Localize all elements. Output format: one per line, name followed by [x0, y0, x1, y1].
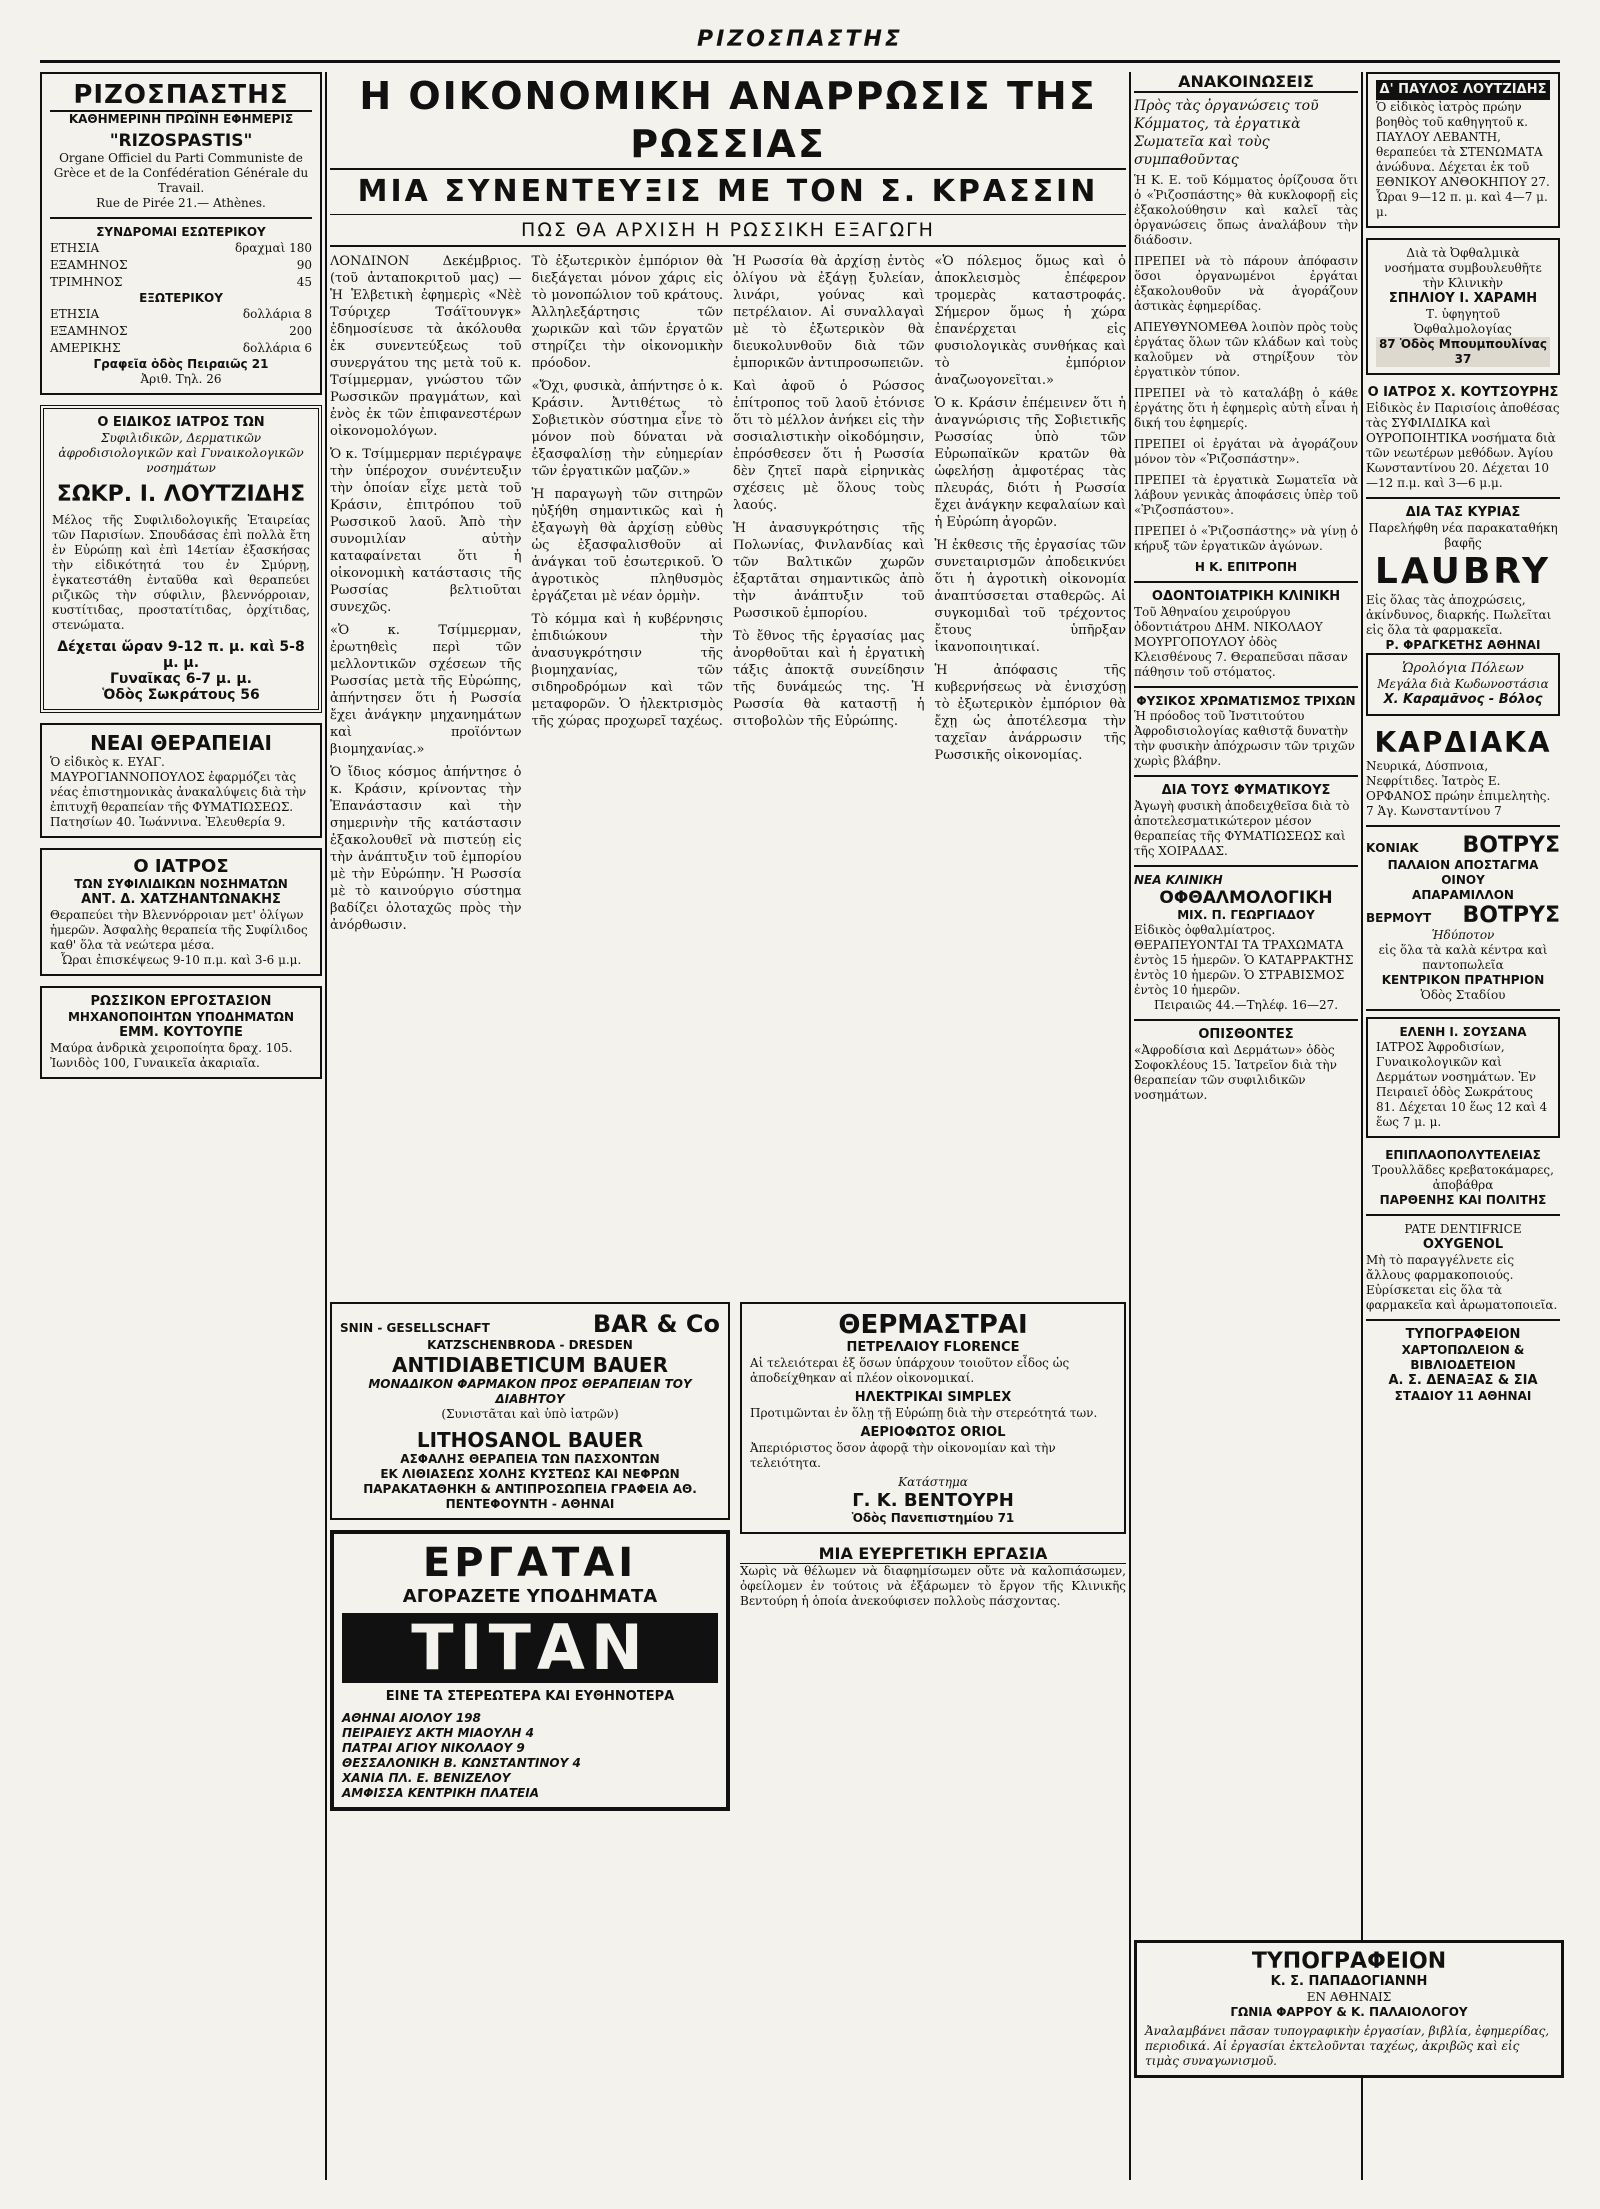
bauer-tag: ΜΟΝΑΔΙΚΟΝ ΦΑΡΜΑΚΟΝ ΠΡΟΣ ΘΕΡΑΠΕΙΑΝ ΤΟΥ ΔΙΑΒΗΤΟΥ: [368, 1377, 692, 1406]
workshop-owner: ΕΜΜ. ΚΟΥΤΟΥΠΕ: [119, 1025, 243, 1040]
spilios-address: 87 Ὁδὸς Μπουμπουλίνας 37: [1376, 337, 1550, 367]
pavlos-title: Δ' ΠΑΥΛΟΣ ΛΟΥΤΖΙΔΗΣ: [1376, 80, 1550, 100]
opisthontes-title: ΟΠΙΣΘΟΝΤΕΣ: [1198, 1027, 1294, 1042]
polytecheia-title: ΕΠΙΠΛΑΟΠΟΛΥΤΕΛΕΙΑΣ: [1385, 1148, 1541, 1162]
cognac-brand: ΒΟΤΡΥΣ: [1462, 833, 1560, 858]
koutsouris-ad: [1366, 385, 1560, 491]
eleni-ad: [1366, 1017, 1560, 1138]
doctor2-title: Ο ΙΑΤΡΟΣ: [133, 856, 229, 877]
eye-clinic-ad: [1134, 873, 1358, 1013]
doctor-ad-kicker: Ο ΕΙΔΙΚΟΣ ΙΑΤΡΟΣ ΤΩΝ: [97, 415, 265, 430]
office-phone: Ἀριθ. Τηλ. 26: [140, 372, 222, 386]
bauer-product2: LITHOSANOL BAUER: [416, 1428, 644, 1452]
eleni-body: ΙΑΤΡΟΣ Ἀφροδισίων, Γυναικολογικῶν καὶ Δερμάτων νοσημάτων. Ἐν Πειραιεῖ ὁδὸς Σωκράτους 81. Δέχεται 10 ἕως 12 καὶ 4 ἕως 7 μ. μ.: [1376, 1040, 1548, 1129]
thermastrai-body3: Ἀπεριόριστος ὅσον ἀφορᾷ τὴν οἰκονομίαν καὶ τὴν τελειότητα.: [750, 1441, 1056, 1470]
article-column-1: ΛΟΝΔΙΝΟΝ Δεκέμβριος. (τοῦ ἀνταποκριτοῦ μας) — Ἡ Ἑλβετικὴ ἐφημερὶς «Νὲὲ Τσύριχερ Τσάϊτουνγκ» ἐδημοσίευσε τὰ ἀκόλουθα ἐκ συνεντεύξεως τοῦ συνεργάτου της μετὰ τοῦ κ. Τσίμμερμαν, γνώστου τῶν Ρωσσικῶν πραγμάτων, καὶ ἐνὸς ἐκ τῶν ἐπιφανεστέρων οἰκονομολόγων. Ὁ κ. Τσίμμερμαν περιέγραψε τὴν ὑπέροχον συνέντευξιν τὴν ὁποίαν εἶχε μετὰ τοῦ Κράσιν, ἐπιτρόπου τοῦ Ρωσσικοῦ λαοῦ. Ἀπὸ τὴν συνομιλίαν αὐτὴν καταφαίνεται ὅτι ἡ οἰκονομικὴ κατάστασις τῆς Ρωσσίας βελτιοῦται συνεχῶς. «Ὁ κ. Τσίμμερμαν, ἐρωτηθεὶς περὶ τῶν μελλοντικῶν σχέσεων τῆς Ρωσσίας μετὰ τῆς Εὐρώπης, ἀπήντησεν ὅτι ἡ Ρωσσία ἔχει ἀνάγκην μηχανημάτων καὶ προϊόντων βιομηχανίας.» Ὁ ἴδιος κόσμος ἀπήντησε ὁ κ. Κράσιν, κρίνοντας τὴν Ἐπανάστασιν καὶ τὴν σημερινὴν τῆς κατάστασιν ἐξακολουθεῖ νὰ πιστεύῃ εἰς τὴν ἀνάπτυξιν τοῦ ἐμπορίου μὲ τὴν Εὐρώπην. Ἡ Ρωσσία μὲ τὸ καινούργιο σύστημα βαδίζει ὀλοταχῶς πρὸς τὴν ἀνόρθωσιν.: [330, 254, 522, 933]
thermastrai-sub2: ΗΛΕΚΤΡΙΚΑΙ SIMPLEX: [854, 1390, 1012, 1405]
doctor2-hours: Ὧραι ἐπισκέψεως 9-10 π.μ. καὶ 3-6 μ.μ.: [60, 953, 302, 967]
main-article-body: [330, 253, 1126, 940]
ladies-sub: Παρελήφθη νέα παρακαταθήκη βαφῆς: [1368, 521, 1558, 550]
opisthontes-body: «Ἀφροδίσια καὶ Δερμάτων» ὁδὸς Σοφοκλέους 15. Ἰατρεῖον διὰ τὴν θεραπείαν τῶν συφιλιδικῶν νοσημάτων.: [1134, 1043, 1337, 1102]
subscriptions-outer-header: ΕΞΩΤΕΡΙΚΟΥ: [139, 291, 223, 305]
hair-body: Ἡ πρόοδος τοῦ Ἰνστιτούτου Ἀφροδισιολογίας καθιστᾷ δυνατὴν τὴν φυσικὴν ἀπόχρωσιν τῶν τριχῶν χωρὶς βλάβην.: [1134, 709, 1355, 768]
running-head: ΡΙΖΟΣΠΑΣΤΗΣ: [40, 20, 1560, 63]
workshop-ad: [40, 986, 322, 1079]
oxygenol-body: Μὴ τὸ παραγγέλνετε εἰς ἄλλους φαρμακοποιούς. Εὑρίσκεται εἰς ὅλα τὰ φαρμακεῖα καὶ ἀρωματοποιεῖα.: [1366, 1253, 1558, 1312]
masthead-latin-title: "RIZOSPASTIS": [109, 131, 253, 151]
masthead-subtitle: ΚΑΘΗΜΕΡΙΝΗ ΠΡΩΪΝΗ ΕΦΗΜΕΡΙΣ: [68, 112, 294, 126]
cardiaka-ad: [1366, 726, 1560, 819]
thermastrai-agent: Γ. Κ. ΒΕΝΤΟΥΡΗ: [852, 1490, 1014, 1511]
pavlos-ad: [1366, 72, 1560, 228]
clocks-ad: [1366, 653, 1560, 716]
titan-brand: ΤΙΤΑΝ: [342, 1613, 718, 1683]
doctor2-name: ΑΝΤ. Δ. ΧΑΤΖΗΑΝΤΩΝΑΚΗΣ: [81, 892, 281, 907]
cognac-store: ΚΕΝΤΡΙΚΟΝ ΠΡΑΤΗΡΙΟΝ: [1381, 973, 1545, 987]
workshop-sub: ΜΗΧΑΝΟΠΟΙΗΤΩΝ ΥΠΟΔΗΜΑΤΩΝ: [67, 1010, 295, 1024]
left-column: [40, 72, 322, 2180]
charity-article: [740, 1544, 1126, 1609]
column-rule-1: [325, 72, 327, 2180]
article-column-2: Τὸ ἐξωτερικὸν ἐμπόριον θὰ διεξάγεται μόνον χάρις εἰς τὸ μονοπώλιον τοῦ κράτους. Ἀλληλεξάρτησις τῶν χωρικῶν καὶ τῶν ἐργατῶν στηρίζει τὴν οἰκονομικὴν πρόοδον. «Ὄχι, φυσικὰ, ἀπήντησε ὁ κ. Κράσιν. Ἀντιθέτως τὸ Σοβιετικὸν σύστημα εἶνε τὸ μόνον ποὺ δύναται νὰ ἐξασφαλίσῃ τὴν εὐημερίαν τῶν ἐργατικῶν μαζῶν.» Ἡ παραγωγὴ τῶν σιτηρῶν ηὐξήθη σημαντικῶς καὶ ἡ ἐξαγωγὴ θὰ ἀρχίσῃ εὐθὺς ὡς ἐξασφαλισθοῦν αἱ ἀνάγκαι τοῦ ἐσωτερικοῦ. Ὁ ἀγροτικὸς πληθυσμὸς ἐργάζεται μὲ νέαν ὁρμὴν. Τὸ κόμμα καὶ ἡ κυβέρνησις ἐπιδιώκουν τὴν ἀνασυγκρότησιν τῆς βιομηχανίας, τῶν σιδηροδρόμων καὶ τῶν μεταφορῶν. Ὁ ἠλεκτρισμὸς τῆς χώρας προχωρεῖ ταχέως.: [531, 254, 723, 729]
cardiaka-body: Νευρικά, Δύσπνοια, Νεφρίτιδες. Ἰατρὸς Ε. ΟΡΦΑΝΟΣ πρώην ἐπιμελητὴς. 7 Ἁγ. Κωνσταντίνου 7: [1366, 759, 1551, 818]
printer-title: ΤΥΠΟΓΡΑΦΕΙΟΝ: [1251, 1949, 1447, 1974]
workshop-body: Μαύρα ἀνδρικὰ χειροποίητα δραχ. 105. Ἰωνιδὸς 100, Γυναικεῖα ἀκαριαῖα.: [50, 1041, 293, 1070]
printer-owner: Κ. Σ. ΠΑΠΑΔΟΓΙΑΝΝΗ: [1270, 1974, 1428, 1989]
printer-body: Ἀναλαμβάνει πᾶσαν τυπογραφικὴν ἐργασίαν, βιβλία, ἐφημερίδας, περιοδικά. Αἱ ἐργασίαι ἐκτελοῦνται ταχέως, ἀκριβῶς καὶ εἰς τιμὰς συναγωνισμοῦ.: [1145, 2024, 1550, 2068]
right-column: [1366, 72, 1560, 2180]
bauer-product: ANTIDIABETICUM BAUER: [391, 1353, 668, 1377]
thermastrai-agent-label: Κατάστημα: [898, 1475, 968, 1489]
clocks-line2: Μεγάλα διὰ Κωδωνοστάσια: [1377, 677, 1549, 691]
thermastrai-body2: Προτιμῶνται ἐν ὅλῃ τῇ Εὐρώπῃ διὰ τὴν στερεότητά των.: [750, 1406, 1098, 1420]
announcements-column: [1134, 72, 1358, 2180]
spilios-line1: Διὰ τὰ Ὀφθαλμικὰ νοσήματα συμβουλευθῆτε τὴν Κλινικὴν: [1384, 246, 1542, 290]
cognac-store-addr: Ὁδὸς Σταδίου: [1420, 988, 1506, 1002]
ladies-title: ΔΙΑ ΤΑΣ ΚΥΡΙΑΣ: [1405, 505, 1521, 520]
masthead: [40, 72, 322, 395]
cognac-sub1: ΠΑΛΑΙΟΝ ΑΠΟΣΤΑΓΜΑ ΟΙΝΟΥ: [1387, 858, 1539, 887]
opisthontes-ad: [1134, 1027, 1358, 1103]
workshop-title: ΡΩΣΣΙΚΟΝ ΕΡΓΟΣΤΑΣΙΟΝ: [90, 994, 272, 1009]
spilios-ad: [1366, 238, 1560, 375]
pavlos-body: Ὁ εἰδικὸς ἰατρὸς πρώην βοηθὸς τοῦ καθηγητοῦ κ. ΠΑΥΛΟΥ ΛΕΒΑΝΤΗ, θεραπεύει τὰ ΣΤΕΝΩΜΑΤΑ ἀνώδυνα. Δέχεται ἐκ τοῦ ΕΘΝΙΚΟΥ ΑΝΘΟΚΗΠΟΥ 27. Ὧραι 9—12 π. μ. καὶ 4—7 μ. μ.: [1376, 100, 1550, 219]
clocks-line3: Χ. Καραμᾶνος - Βόλος: [1383, 692, 1543, 707]
cognac-note: εἰς ὅλα τὰ καλὰ κέντρα καὶ παντοπωλεῖα: [1378, 943, 1548, 972]
ladies-brand: LAUBRY: [1374, 551, 1552, 592]
article-column-3: Ἡ Ρωσσία θὰ ἀρχίσῃ ἐντὸς ὀλίγου νὰ ἐξάγῃ ξυλείαν, λινάρι, γούνας καὶ πετρέλαιον. Αἱ συναλλαγαὶ μὲ τὸ ἐξωτερικὸν θὰ διευκολυνθοῦν διὰ τῶν ἐμπορικῶν ἀντιπροσωπειῶν. Καὶ ἀφοῦ ὁ Ρώσσος ἐπίτροπος τοῦ λαοῦ ἐτόνισε ὅτι τὸ μέλλον ἀνήκει εἰς τὴν σοσιαλιστικὴν οἰκοδόμησιν, ἐπρόσθεσεν ὅτι ἡ Ρωσσία δὲν ζητεῖ παρὰ εἰρηνικὰς σχέσεις μὲ ὅλους τοὺς λαούς. Ἡ ἀνασυγκρότησις τῆς Πολωνίας, Φινλανδίας καὶ τῶν Βαλτικῶν χωρῶν ἐξαρτᾶται σημαντικῶς ἀπὸ τὴν ἀνάπτυξιν τοῦ Ρωσσικοῦ ἐμπορίου. Τὸ ἔθνος τῆς ἐργασίας μας ἀνορθοῦται καὶ ἡ ἐργατικὴ τάξις ἀποκτᾷ συνείδησιν τῆς δυνάμεώς της. Ἡ Ρωσσία θὰ καταστῇ ἡ σιτοβολὼν τῆς Εὐρώπης.: [733, 254, 925, 729]
vermouth-desc: Ἡδύποτον: [1431, 928, 1495, 942]
eleni-title: ΕΛΕΝΗ Ι. ΣΟΥΣΑΝΑ: [1399, 1025, 1527, 1039]
thermastrai-body1: Αἱ τελειότεραι ἐξ ὅσων ὑπάρχουν τοιοῦτον εἶδος ὡς ἀποδείχθηκαν αἱ πλέον οἰκονομικαί.: [750, 1356, 1070, 1385]
subscriptions-inner: ΕΤΗΣΙΑ δραχμαὶ 180 ΕΞΑΜΗΝΟΣ 90 ΤΡΙΜΗΝΟΣ 45: [50, 241, 312, 289]
office-address: Γραφεῖα ὁδὸς Πειραιῶς 21: [93, 357, 269, 371]
oxygenol-ad: [1366, 1222, 1560, 1313]
stationery-address: ΣΤΑΔΙΟΥ 11 ΑΘΗΝΑΙ: [1394, 1389, 1532, 1403]
new-therapies-title: ΝΕΑΙ ΘΕΡΑΠΕΙΑΙ: [90, 731, 272, 755]
cardiaka-title: ΚΑΡΔΙΑΚΑ: [1374, 726, 1552, 759]
ladies-agent: Ρ. ΦΡΑΓΚΕΤΗΣ ΑΘΗΝΑΙ: [1385, 638, 1541, 652]
doctor-ad-name: ΣΩΚΡ. Ι. ΛΟΥΤΖΙΔΗΣ: [56, 482, 306, 507]
masthead-title: ΡΙΖΟΣΠΑΣΤΗΣ: [50, 80, 312, 112]
dental-body: Τοῦ Ἀθηναίου χειρούργου ὀδοντιάτρου ΔΗΜ. ΝΙΚΟΛΑΟΥ ΜΟΥΡΓΟΠΟΥΛΟΥ ὁδὸς Κλεισθένους 7. Θεραπεῦσαι πᾶσαν πάθησιν τοῦ στόματος.: [1134, 605, 1348, 679]
announcements-body: Ἡ Κ. Ε. τοῦ Κόμματος ὁρίζουσα ὅτι ὁ «Ῥιζοσπάστης» θὰ κυκλοφορῇ εἰς ἐξακολούθησιν καὶ καλεῖ τὰς ὀργανώσεις ὅπως ἀναλάβουν τὴν διάδοσιν. ΠΡΕΠΕΙ νὰ τὸ πάρουν ἀπόφασιν ὅσοι ὀργανωμένοι ἐργάται ἐξακολουθοῦν νὰ ἀγοράζουν ἀστικὰς ἐφημερίδας. ΑΠΕΥΘΥΝΟΜΕΘΑ λοιπὸν πρὸς τοὺς ἐργάτας ὅλων τῶν κλάδων καὶ τοὺς καλοῦμεν νὰ στηρίξουν τὸν ἐργατικὸν τύπον. ΠΡΕΠΕΙ νὰ τὸ καταλάβῃ ὁ κάθε ἐργάτης ὅτι ἡ ἐφημερὶς αὐτὴ εἶναι ἡ δική του ἐφημερίς. ΠΡΕΠΕΙ οἱ ἐργάται νὰ ἀγοράζουν μόνον τὸν «Ῥιζοσπάστην». ΠΡΕΠΕΙ τὰ ἐργατικὰ Σωματεῖα νὰ λάβουν γενικὰς ἀποφάσεις ὑπὲρ τοῦ «Ῥιζοσπάστου». ΠΡΕΠΕΙ ὁ «Ῥιζοσπάστης» νὰ γίνῃ ὁ κήρυξ τῶν ἐργατικῶν ἀγώνων.: [1134, 173, 1358, 553]
spilios-name: ΣΠΗΛΙΟΥ Ι. ΧΑΡΑΜΗ: [1388, 291, 1538, 306]
center-lower-ads: [740, 1302, 1126, 1609]
stationery-sub: ΧΑΡΤΟΠΩΛΕΙΟΝ & ΒΙΒΛΙΟΔΕΤΕΙΟΝ: [1401, 1343, 1525, 1372]
announcements-title: ΑΝΑΚΟΙΝΩΣΕΙΣ: [1134, 72, 1358, 93]
thermastrai-agent-addr: Ὁδὸς Πανεπιστημίου 71: [851, 1511, 1015, 1525]
koutsouris-body: Εἰδικὸς ἐν Παρισίοις ἀποθέσας τὰς ΣΥΦΙΛΙΔΙΚΑ καὶ ΟΥΡΟΠΟΙΗΤΙΚΑ νοσήματα διὰ τῶν νεωτέρων μεθόδων. Ἀγίου Κωνσταντίνου 20. Δέχεται 10—12 π.μ. καὶ 3—6 μ.μ.: [1366, 401, 1560, 490]
hair-title: ΦΥΣΙΚΟΣ ΧΡΩΜΑΤΙΣΜΟΣ ΤΡΙΧΩΝ: [1136, 694, 1356, 708]
titan-headline: ΕΡΓΑΤΑΙ: [422, 1540, 638, 1586]
main-deck: ΠΩΣ ΘΑ ΑΡΧΙΣΗ Η ΡΩΣΣΙΚΗ ΕΞΑΓΩΓΗ: [330, 215, 1126, 247]
cognac-sub2: ΑΠΑΡΑΜΙΛΛΟΝ: [1412, 888, 1514, 902]
new-therapies-body: Ὁ εἰδικὸς κ. ΕΥΑΓ. ΜΑΥΡΟΓΙΑΝΝΟΠΟΥΛΟΣ ἐφαρμόζει τὰς νέας ἐπιστημονικὰς ἀνακαλύψεις διὰ τὴν ἐπιτυχῆ θεραπείαν τῆς ΦΥΜΑΤΙΩΣΕΩΣ. Πατησίων 40. Ἰωάννινα. Ἐλευθερία 9.: [50, 755, 307, 829]
eye-clinic-title: ΟΦΘΑΛΜΟΛΟΓΙΚΗ: [1159, 888, 1333, 908]
dental-title: ΟΔΟΝΤΟΙΑΤΡΙΚΗ ΚΛΙΝΙΚΗ: [1151, 589, 1341, 604]
eye-clinic-address: Πειραιῶς 44.—Τηλέφ. 16—27.: [1153, 998, 1339, 1012]
bauer-tag2: ΑΣΦΑΛΗΣ ΘΕΡΑΠΕΙΑ ΤΩΝ ΠΑΣΧΟΝΤΩΝ: [400, 1452, 660, 1466]
charity-title: ΜΙΑ ΕΥΕΡΓΕΤΙΚΗ ΕΡΓΑΣΙΑ: [740, 1544, 1126, 1564]
doctor-ad-specialty: Συφιλιδικῶν, Δερματικῶν ἀφροδισιολογικῶν καὶ Γυναικολογικῶν νοσημάτων: [58, 431, 304, 475]
subscriptions-header: ΣΥΝΔΡΟΜΑΙ ΕΣΩΤΕΡΙΚΟΥ: [96, 225, 266, 239]
thermastrai-sub: ΠΕΤΡΕΛΑΙΟΥ FLORENCE: [846, 1340, 1020, 1355]
tb-ad: [1134, 783, 1358, 859]
polytecheia-name: ΠΑΡΘΕΝΗΣ ΚΑΙ ΠΟΛΙΤΗΣ: [1379, 1193, 1547, 1207]
bauer-tag3: ΕΚ ΛΙΘΙΑΣΕΩΣ ΧΟΛΗΣ ΚΥΣΤΕΩΣ ΚΑΙ ΝΕΦΡΩΝ: [380, 1467, 680, 1481]
titan-tagline: ΕΙΝΕ ΤΑ ΣΤΕΡΕΩΤΕΡΑ ΚΑΙ ΕΥΘΗΝΟΤΕΡΑ: [385, 1689, 675, 1704]
stationery-owner: Α. Σ. ΔΕΝΑΞΑΣ & ΣΙΑ: [1388, 1373, 1538, 1388]
ladies-ad: [1366, 505, 1560, 653]
titan-sub: ΑΓΟΡΑΖΕΤΕ ΥΠΟΔΗΜΑΤΑ: [402, 1586, 658, 1607]
printer-ad: [1134, 1940, 1564, 2078]
tb-title: ΔΙΑ ΤΟΥΣ ΦΥΜΑΤΙΚΟΥΣ: [1161, 783, 1331, 798]
charity-body: Χωρὶς νὰ θέλωμεν νὰ διαφημίσωμεν οὔτε νὰ καλοπιάσωμεν, ὀφείλομεν ἐν τούτοις νὰ ἐξάρωμεν τὸ ἔργον τῆς Κλινικῆς Βεντούρη ἡ ὁποία ἀνεκούφισεν πολλοὺς πάσχοντας.: [740, 1564, 1126, 1608]
dental-ad: [1134, 589, 1358, 680]
polytecheia-body: Τρουλλᾶδες κρεβατοκάμαρες, ἀποβάθρα: [1372, 1163, 1554, 1192]
eye-clinic-kicker: ΝΕΑ ΚΛΙΝΙΚΗ: [1134, 873, 1223, 887]
thermastrai-ad: [740, 1302, 1126, 1534]
ladies-body: Εἰς ὅλας τὰς ἀποχρώσεις, ἀκίνδυνος, διαρκής. Πωλεῖται εἰς ὅλα τὰ φαρμακεῖα.: [1366, 593, 1552, 637]
cognac-ad: [1366, 833, 1560, 1003]
vermouth-brand: ΒΟΤΡΥΣ: [1462, 903, 1560, 928]
clocks-line1: Ὡρολόγια Πόλεων: [1402, 661, 1524, 676]
main-subhead: ΜΙΑ ΣΥΝΕΝΤΕΥΞΙΣ ΜΕ ΤΟΝ Σ. ΚΡΑΣΣΙΝ: [330, 170, 1126, 215]
bauer-note: (Συνιστᾶται καὶ ὑπὸ ἰατρῶν): [441, 1407, 619, 1421]
center-column: [330, 72, 1126, 2180]
titan-addresses: ΑΘΗΝΑΙ ΑΙΟΛΟΥ 198 ΠΕΙΡΑΙΕΥΣ ΑΚΤΗ ΜΙΑΟΥΛΗ 4 ΠΑΤΡΑΙ ΑΓΙΟΥ ΝΙΚΟΛΑΟΥ 9 ΘΕΣΣΑΛΟΝΙΚΗ Β. ΚΩΝΣΤΑΝΤΙΝΟΥ 4 ΧΑΝΙΑ ΠΛ. Ε. ΒΕΝΙΖΕΛΟΥ ΑΜΦΙΣΣΑ ΚΕΝΤΡΙΚΗ ΠΛΑΤΕΙΑ: [342, 1711, 581, 1800]
bauer-city: KATZSCHENBRODA - DRESDEN: [427, 1338, 633, 1352]
masthead-latin-desc: Organe Officiel du Parti Communiste de Grèce et de la Confédération Générale du Travail.: [53, 151, 309, 195]
doctor2-specialty: ΤΩΝ ΣΥΦΙΛΙΔΙΚΩΝ ΝΟΣΗΜΑΤΩΝ: [74, 877, 288, 891]
subscriptions-outer: ΕΤΗΣΙΑ δολλάρια 8 ΕΞΑΜΗΝΟΣ 200 ΑΜΕΡΙΚΗΣ δολλάρια 6: [50, 307, 312, 355]
stationery-ad: [1366, 1327, 1560, 1404]
bauer-agent: ΠΑΡΑΚΑΤΑΘΗΚΗ & ΑΝΤΙΠΡΟΣΩΠΕΙΑ ΓΡΑΦΕΙΑ ΑΘ. ΠΕΝΤΕΦΟΥΝΤΗ - ΑΘΗΝΑΙ: [363, 1482, 697, 1511]
new-therapies-ad: [40, 723, 322, 838]
doctor2-ad: [40, 848, 322, 976]
doctor-ad: [40, 405, 322, 713]
koutsouris-title: Ο ΙΑΤΡΟΣ Χ. ΚΟΥΤΣΟΥΡΗΣ: [1367, 385, 1559, 400]
doctor-ad-body: Μέλος τῆς Συφιλιδολογικῆς Ἑταιρείας τῶν Παρισίων. Σπουδάσας ἐπὶ πολλὰ ἔτη ἐν Εὐρώπῃ καὶ ἐπὶ 14ετίαν ἐξασκήσας τὴν εἰδικότητά του ἐν Σμύρνῃ, ἐγκατεστάθη ἐνταῦθα καὶ θεραπεύει ριζικῶς τὴν σύφιλιν, βλεννόρροιαν, κυστίτιδας, προστατίτιδας, ὀρχίτιδας, στενώματα.: [52, 513, 310, 632]
article-column-4: «Ὁ πόλεμος ὅμως καὶ ὁ ἀποκλεισμὸς ἐπέφερον τρομερὰς καταστροφάς. Σήμερον ὅμως ἡ χώρα ἐπανέρχεται εἰς φυσιολογικὰς συνθήκας καὶ τὸ ἐμπόριον ἀναζωογονεῖται.» Ὁ κ. Κράσιν ἐπέμεινεν ὅτι ἡ ἀναγνώρισις τῆς Σοβιετικῆς Ρωσσίας ὑπὸ τῶν Εὐρωπαϊκῶν κρατῶν θὰ ὠφελήσῃ ἀμφοτέρας τὰς πλευράς, διότι ἡ Ρωσσία ἔχει ἀνάγκην κεφαλαίων καὶ ἡ Εὐρώπη ἀγορῶν. Ἡ ἐκθεσις τῆς ἐργασίας τῶν συνεταιρισμῶν ἀποδεικνύει ὅτι ἡ ἀγροτικὴ οἰκονομία ἀναπτύσσεται σταθερῶς. Αἱ συγκομιδαὶ τοῦ τρέχοντος ἔτους ὑπῆρξαν ἱκανοποιητικαί. Ἡ ἀπόφασις τῆς κυβερνήσεως νὰ ἐνισχύσῃ τὸ ἐξωτερικὸν ἐμπόριον θὰ ἔχῃ ὡς ἀποτέλεσμα τὴν ταχεῖαν ἀνάρρωσιν τῆς Ρωσσικῆς οἰκονομίας.: [934, 254, 1126, 763]
polytecheia-ad: [1366, 1148, 1560, 1208]
tb-body: Ἀγωγὴ φυσικὴ ἀποδειχθεῖσα διὰ τὸ ἀποτελεσματικώτερον μέσον θεραπείας τῆς ΦΥΜΑΤΙΩΣΕΩΣ καὶ τῆς ΧΟΙΡΑΔΑΣ.: [1134, 799, 1350, 858]
vermouth-kicker: ΒΕΡΜΟΥΤ: [1366, 911, 1432, 925]
doctor2-body: Θεραπεύει τὴν Βλεννόρροιαν μετ' ὀλίγων ἡμερῶν. Ἀσφαλὴς θεραπεία τῆς Συφίλιδος καθ' ὅλα τὰ νεώτερα μέσα.: [50, 908, 308, 952]
masthead-address: Rue de Pirée 21.— Athènes.: [96, 196, 266, 210]
cognac-kicker: ΚΟΝΙΑΚ: [1366, 841, 1419, 855]
announcements-lead: Πρὸς τὰς ὀργανώσεις τοῦ Κόμματος, τὰ ἐργατικὰ Σωματεῖα καὶ τοὺς συμπαθοῦντας: [1134, 98, 1319, 168]
bauer-prefix: SNIN - GESELLSCHAFT: [340, 1321, 490, 1335]
doctor-ad-hours: Δέχεται ὥραν 9-12 π. μ. καὶ 5-8 μ. μ.: [57, 639, 305, 671]
thermastrai-title: ΘΕΡΜΑΣΤΡΑΙ: [838, 1310, 1028, 1340]
bauer-ad: [330, 1302, 730, 1821]
titan-ad: [330, 1530, 730, 1811]
oxygenol-kicker: PATE DENTIFRICE: [1404, 1222, 1522, 1236]
newspaper-page: [40, 20, 1560, 2190]
eye-clinic-doctor: ΜΙΧ. Π. ΓΕΩΡΓΙΑΔΟΥ: [1177, 908, 1315, 922]
printer-city: ΕΝ ΑΘΗΝΑΙΣ: [1306, 1990, 1392, 2004]
announcements-signed: Η Κ. ΕΠΙΤΡΟΠΗ: [1194, 560, 1298, 574]
spilios-line2: Τ. ὑφηγητοῦ Ὀφθαλμολογίας: [1414, 307, 1512, 336]
main-headline: Η ΟΙΚΟΝΟΜΙΚΗ ΑΝΑΡΡΩΣΙΣ ΤΗΣ ΡΩΣΣΙΑΣ: [330, 72, 1126, 170]
oxygenol-brand: ΟΧΥGENOL: [1422, 1237, 1504, 1252]
hair-ad: [1134, 694, 1358, 769]
stationery-title: ΤΥΠΟΓΡΑΦΕΙΟΝ: [1405, 1327, 1521, 1342]
doctor-ad-address: Ὁδὸς Σωκράτους 56: [102, 687, 260, 703]
bauer-company: BAR & Co: [592, 1310, 720, 1338]
doctor-ad-women: Γυναῖκας 6-7 μ. μ.: [109, 671, 252, 687]
thermastrai-sub3: ΑΕΡΙΟΦΩΤΟΣ ORIOL: [860, 1425, 1006, 1440]
column-rule-3: [1361, 72, 1363, 2180]
eye-clinic-body: Εἰδικὸς ὀφθαλμίατρος. ΘΕΡΑΠΕΥΟΝΤΑΙ ΤΑ ΤΡΑΧΩΜΑΤΑ ἐντὸς 15 ἡμερῶν. Ὁ ΚΑΤΑΡΡΑΚΤΗΣ ἐντὸς 10 ἡμερῶν. Ὁ ΣΤΡΑΒΙΣΜΟΣ ἐντὸς 10 ἡμερῶν.: [1134, 923, 1354, 997]
column-rule-2: [1129, 72, 1131, 2180]
printer-address: ΓΩΝΙΑ ΦΑΡΡΟΥ & Κ. ΠΑΛΑΙΟΛΟΓΟΥ: [1230, 2005, 1468, 2019]
